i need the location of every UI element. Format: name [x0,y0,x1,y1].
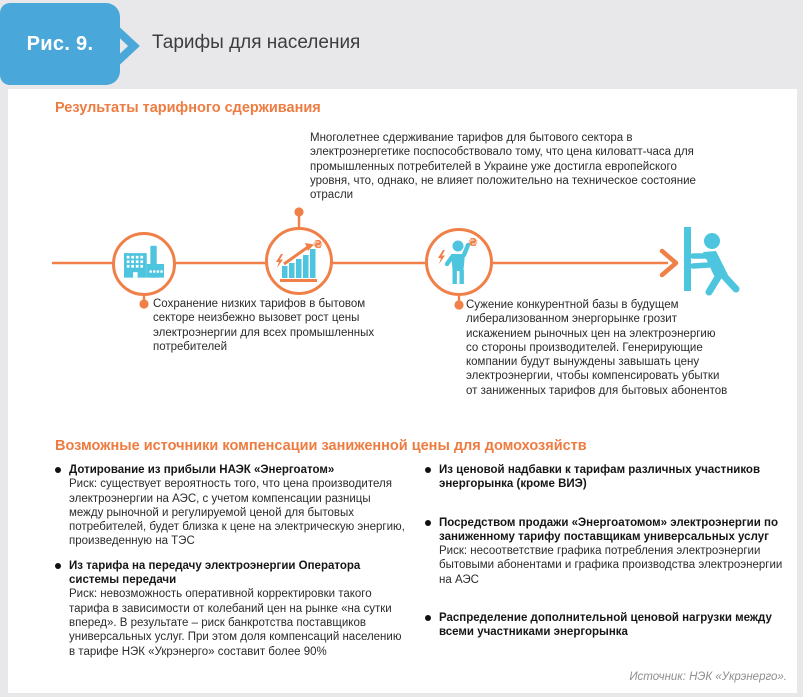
bullet-icon [55,467,61,473]
item-risk-note: Риск: существует вероятность того, что цена производителя электроэнергии на АЭС, с учетом компенсации разницы между рыночной и регулируемой ценой для бытовых потребителей, будет близка к цене на электрическую энергию, произведенную на ТЭС [69,478,405,548]
list-item [425,611,783,640]
list-item [425,463,783,492]
timeline-top-note: Многолетнее сдерживание тарифов для бытового сектора в электроэнергетике поспособствовало тому, что цена киловатт-часа для промышленных потребителей в Украине уже достигла европейского уровня, что, однако, не влияет положительно на техническое состояние отрасли [310,132,696,202]
timeline-stage-factory [112,232,176,296]
section-heading-compensation: Возможные источники компенсации заниженной цены для домохозяйств [55,438,587,454]
item-risk-note: Риск: невозможность оперативной корректировки такого тарифа в зависимости от колебаний цен на рынке «на сутки вперед». В результате – риск банкротства поставщиков универсальных услуг. При этом доля компенсаций населению в тарифе НЭК «Укрэнерго» составит более 90% [69,588,402,658]
factory-icon [122,244,166,284]
list-item [55,463,407,549]
badge-chevron-icon [114,27,142,65]
section-heading-results: Результаты тарифного сдерживания [55,100,321,116]
item-title: Из тарифа на передачу электроэнергии Оператора системы передачи [69,559,361,587]
hryvnia-sign: ₴ [468,237,478,249]
list-item [55,559,407,659]
item-title: Дотирование из прибыли НАЭК «Энергоатом» [69,464,335,476]
list-item [425,516,783,587]
source-attribution: Источник: НЭК «Укрэнерго». [629,671,787,683]
page-title: Тарифы для населения [152,32,361,53]
item-title: Распределение дополнительной ценовой нагрузки между всеми участниками энергорынка [439,612,772,639]
timeline-note-left: Сохранение низких тарифов в бытовом секторе неизбежно вызовет рост цены электроэнергии для всех промышленных потребителей [153,298,375,353]
hryvnia-sign: ₴ [313,238,323,251]
exit-door-icon [678,226,764,296]
bullet-icon [425,615,431,621]
timeline-stage-price-growth [265,227,333,295]
bullet-icon [55,563,61,569]
timeline-note-right: Сужение конкурентной базы в будущем либерализованном энергорынке грозит искажением рыночных цен на электроэнергию со стороны производителей. Генерирующие компании будут вынуждены завышать цену электроэнергии, чтобы компенсировать убытки от заниженных тарифов для бытовых абонентов [466,299,728,397]
bullet-icon [425,520,431,526]
timeline-stage-consumer [425,228,493,296]
item-title: Посредством продажи «Энергоатомом» электроэнергии по заниженному тарифу поставщикам универсальных услуг [439,516,778,543]
compensation-column-right [425,463,783,664]
rising-tariff-chart-icon [275,237,323,285]
item-risk-note: Риск: несоответствие графика потребления электроэнергии бытовыми абонентами и графика производства электроэнергии на АЭС [439,545,783,586]
timeline-stage-exit [678,226,764,301]
figure-number: Рис. 9. [26,32,94,55]
item-title: Из ценовой надбавки к тарифам различных участников энергорынка (кроме ВИЭ) [439,464,761,491]
figure-number-badge [0,3,120,85]
consumer-with-tariff-icon [435,237,483,287]
bullet-icon [425,467,431,473]
compensation-column-left [55,463,407,669]
